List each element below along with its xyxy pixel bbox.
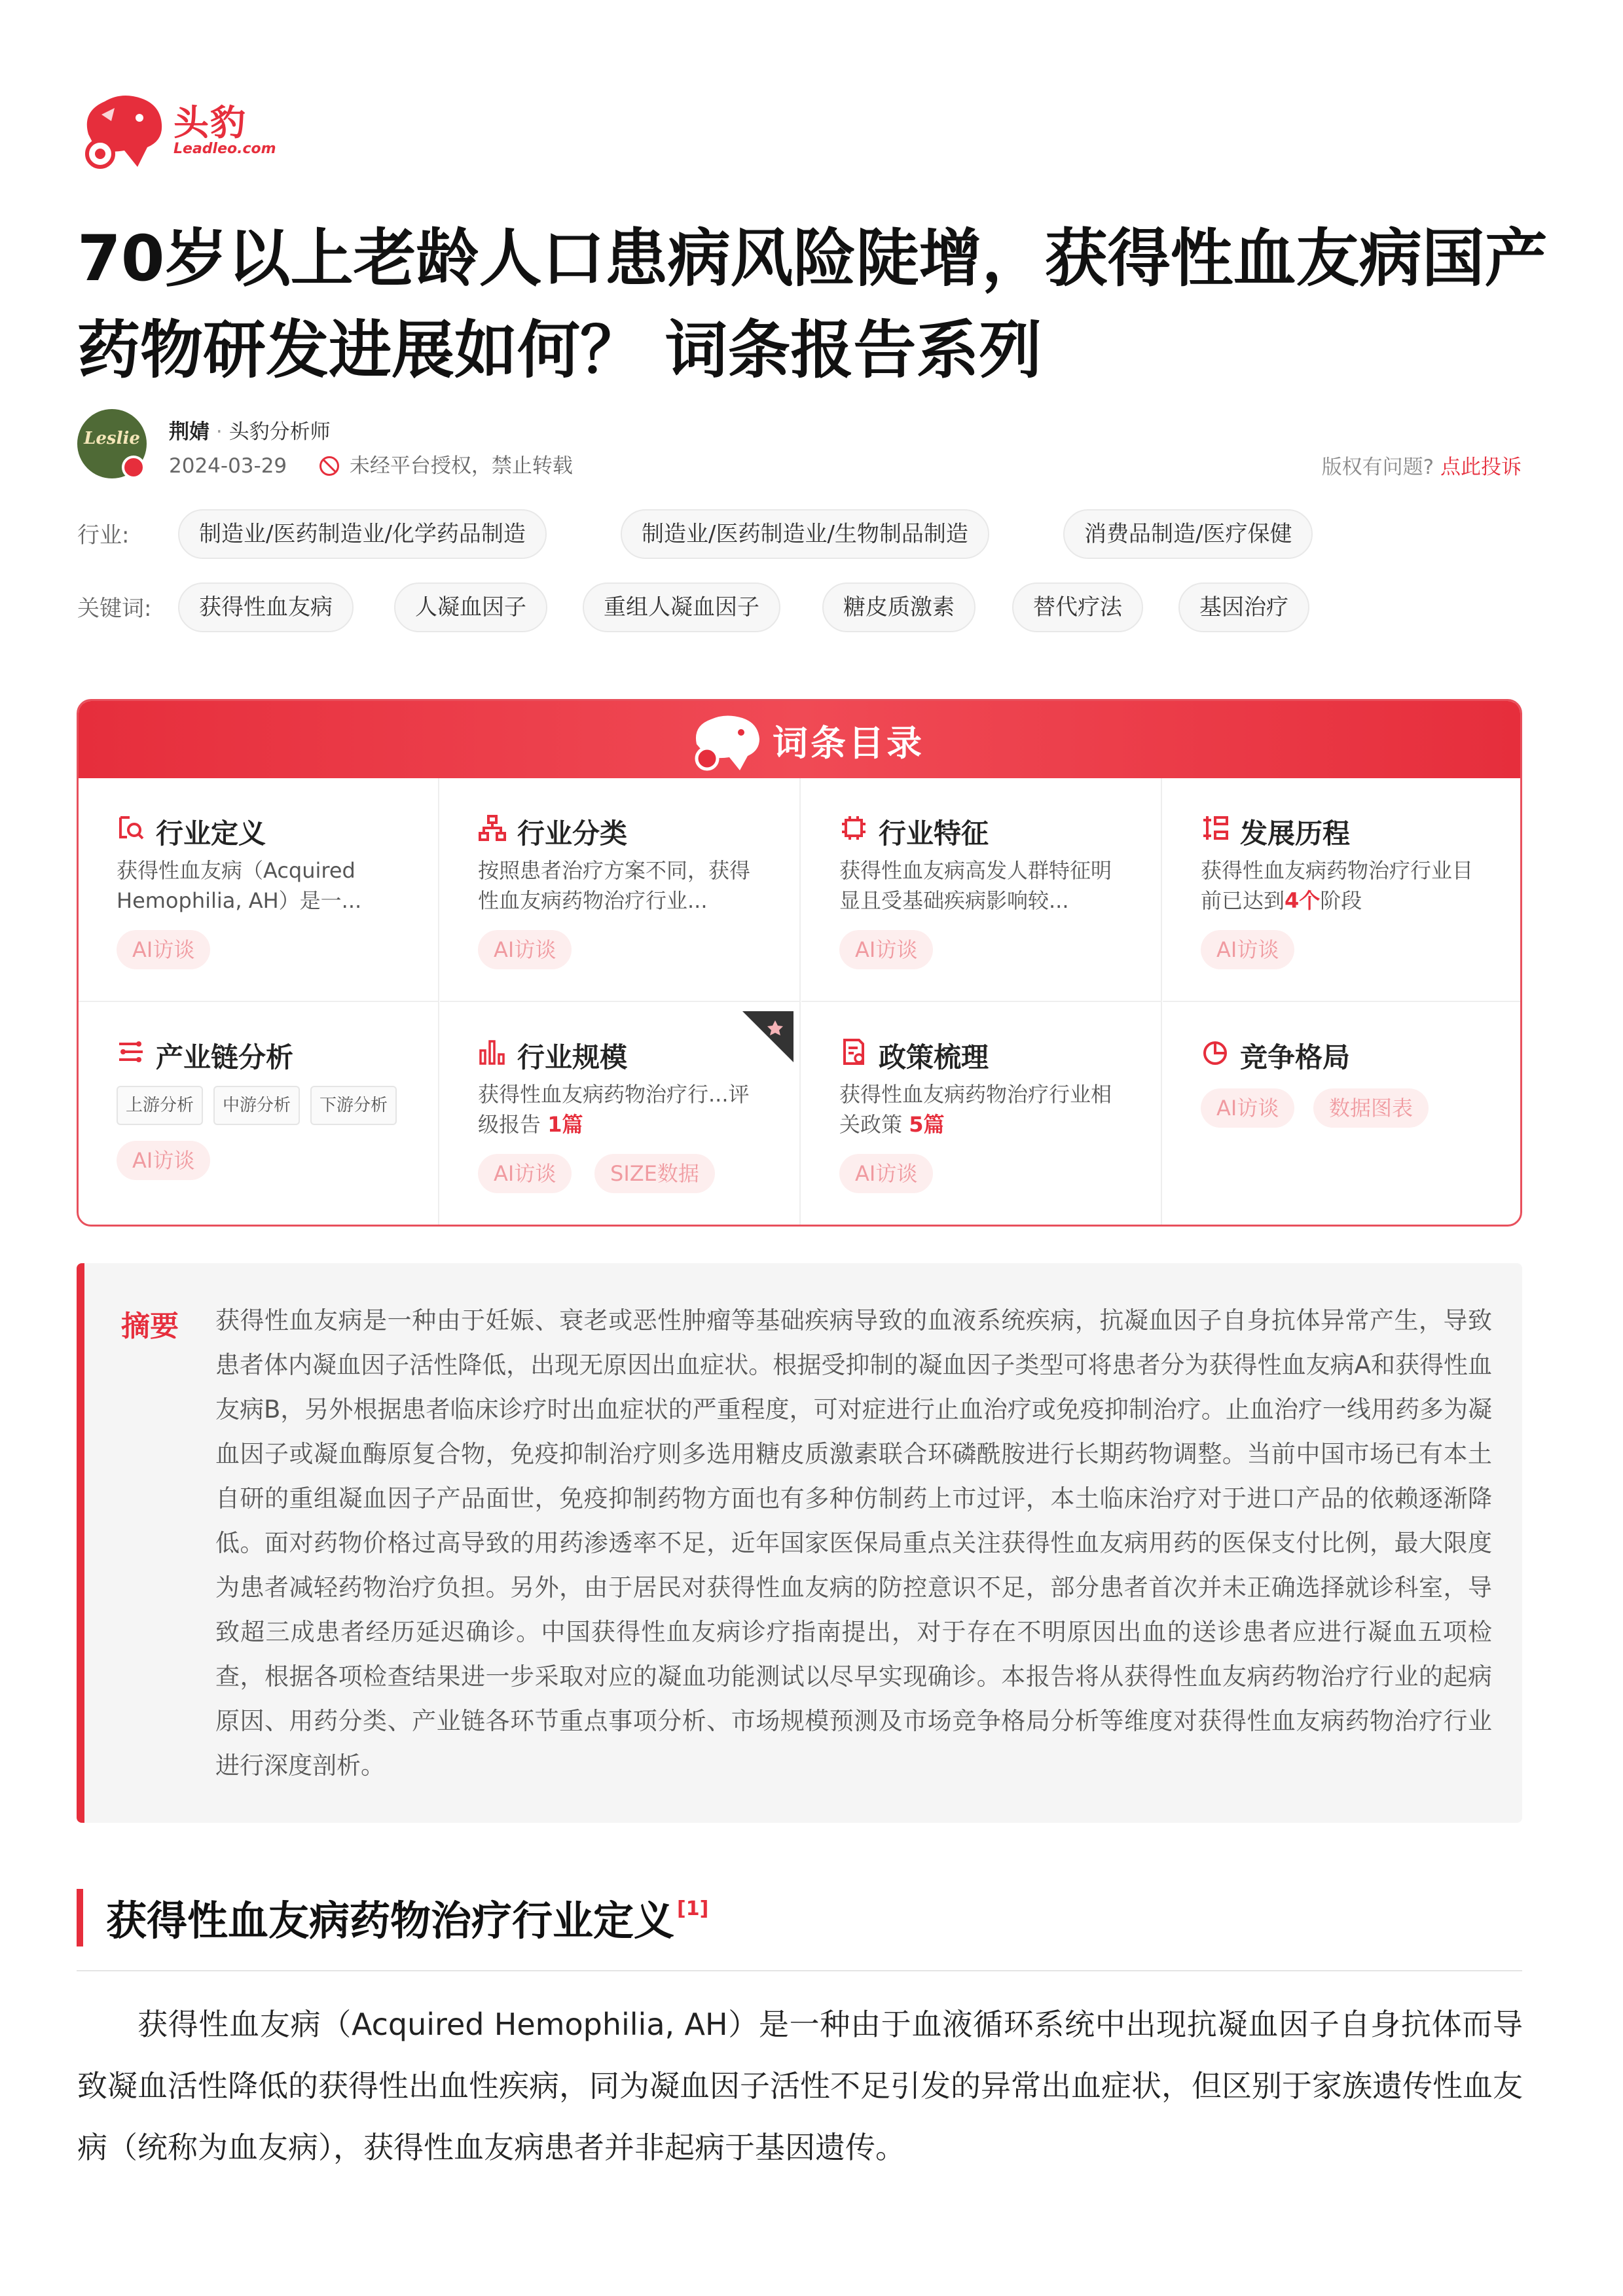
industry-tag[interactable]: 制造业/医药制造业/化学药品制造: [178, 509, 547, 559]
chip-icon: [839, 814, 868, 842]
author-role: 头豹分析师: [228, 420, 331, 444]
leopard-logo-icon: [75, 88, 167, 173]
toc-item-title: 政策梳理: [879, 1041, 989, 1073]
toc-item-title: 产业链分析: [156, 1041, 294, 1073]
desc-text: 获得性血友病药物治疗行...评级报告: [478, 1082, 750, 1137]
search-doc-icon: [117, 814, 145, 842]
toc-item-title: 发展历程: [1240, 817, 1351, 850]
brand-logo[interactable]: [75, 88, 276, 173]
ai-interview-chip[interactable]: AI访谈: [478, 1154, 572, 1193]
toc-item-chain[interactable]: [79, 1002, 439, 1226]
author-line: [169, 415, 331, 444]
date-line: [169, 449, 573, 478]
section-accent-bar: [77, 1889, 83, 1946]
section-body: 获得性血友病（Acquired Hemophilia, AH）是一种由于血液循环系统中出现抗凝血因子自身抗体而导致凝血活性降低的获得性出血性疾病，同为凝血因子活性不足引发的异常出血症状，但区别于家族遗传性血友病（统称为血友病），获得性血友病患者并非起病于基因遗传。: [77, 2007, 1523, 2165]
page-title: 70岁以上老龄人口患病风险陡增，获得性血友病国产药物研发进展如何？ 词条报告系列: [77, 222, 1548, 387]
toc-item-history[interactable]: [1163, 778, 1522, 1002]
keywords-label: 关键词:: [77, 596, 152, 622]
brand-name-cn: 头豹: [173, 102, 247, 143]
toc-item-desc: [839, 1079, 1127, 1139]
keyword-tag[interactable]: 获得性血友病: [178, 583, 354, 632]
industry-label: 行业:: [77, 522, 130, 548]
keyword-tag[interactable]: 重组人凝血因子: [583, 583, 780, 632]
ai-interview-chip[interactable]: AI访谈: [1201, 1088, 1294, 1128]
avatar-text: Leslie: [84, 429, 140, 448]
ai-interview-chip[interactable]: AI访谈: [839, 1154, 933, 1193]
section-title-text: 获得性血友病药物治疗行业定义: [106, 1897, 675, 1945]
toc-item-desc: 获得性血友病高发人群特征明显且受基础疾病影响较...: [839, 858, 1112, 913]
size-data-chip[interactable]: SIZE数据: [594, 1154, 715, 1193]
publish-date: 2024-03-29: [169, 454, 287, 478]
industry-tag[interactable]: 消费品制造/医疗保健: [1063, 509, 1313, 559]
copyright-report: [1322, 450, 1522, 480]
stage-count: 4个: [1285, 888, 1321, 913]
upstream-chip[interactable]: 上游分析: [117, 1086, 203, 1125]
toc-item-title: 行业定义: [156, 817, 266, 850]
pie-chart-icon: [1201, 1037, 1230, 1066]
policy-doc-icon: [839, 1037, 868, 1066]
ai-interview-chip[interactable]: AI访谈: [478, 930, 572, 969]
report-count: 1篇: [547, 1112, 583, 1137]
toc-item-desc: [478, 1079, 766, 1139]
ai-interview-chip[interactable]: AI访谈: [117, 930, 210, 969]
author-name[interactable]: 荆婧: [169, 420, 210, 444]
keyword-tag[interactable]: 基因治疗: [1178, 583, 1309, 632]
toc-item-title: 行业规模: [517, 1041, 628, 1073]
verified-badge-icon: [122, 456, 145, 479]
author-separator: ·: [215, 420, 223, 444]
keyword-tag[interactable]: 糖皮质激素: [822, 583, 976, 632]
toc-item-desc: [1201, 855, 1489, 916]
toc-item-policy[interactable]: [801, 1002, 1162, 1226]
toc-panel: [77, 699, 1522, 1227]
toc-title: 词条目录: [773, 723, 924, 764]
toc-item-title: 竞争格局: [1240, 1041, 1351, 1073]
summary-box: [77, 1263, 1522, 1823]
toc-item-definition[interactable]: [79, 778, 439, 1002]
toc-item-title: 行业特征: [879, 817, 989, 850]
summary-label: 摘要: [121, 1310, 179, 1343]
toc-item-features[interactable]: [801, 778, 1162, 1002]
keyword-tag[interactable]: 替代疗法: [1012, 583, 1143, 632]
toc-item-desc: 获得性血友病（Acquired Hemophilia, AH）是一...: [117, 858, 362, 913]
desc-text: 获得性血友病药物治疗行业相关政策: [839, 1082, 1112, 1137]
star-badge-icon: [742, 1011, 793, 1062]
report-link[interactable]: 点此投诉: [1440, 456, 1522, 479]
brand-name-en: Leadleo.com: [173, 141, 276, 157]
downstream-chip[interactable]: 下游分析: [310, 1086, 397, 1125]
hierarchy-icon: [478, 814, 507, 842]
ai-interview-chip[interactable]: AI访谈: [839, 930, 933, 969]
reference-link[interactable]: [1]: [677, 1897, 709, 1920]
chain-icon: [117, 1037, 145, 1066]
industry-tag[interactable]: 制造业/医药制造业/生物制品制造: [621, 509, 989, 559]
no-entry-icon: [319, 456, 339, 476]
toc-item-competition[interactable]: [1163, 1002, 1522, 1226]
desc-text: 获得性血友病药物治疗行业目前已达到: [1201, 858, 1474, 913]
section-title: [106, 1888, 708, 1946]
data-chart-chip[interactable]: 数据图表: [1313, 1088, 1429, 1128]
ai-interview-chip[interactable]: AI访谈: [117, 1141, 210, 1180]
copyright-question: 版权有问题?: [1321, 456, 1434, 479]
midstream-chip[interactable]: 中游分析: [213, 1086, 300, 1125]
desc-text: 阶段: [1320, 888, 1362, 913]
bar-chart-icon: [478, 1037, 507, 1066]
leopard-logo-icon: [687, 710, 765, 773]
keyword-tag[interactable]: 人凝血因子: [394, 583, 547, 632]
toc-header: [79, 701, 1520, 778]
timeline-icon: [1201, 814, 1230, 842]
summary-text: 获得性血友病是一种由于妊娠、衰老或恶性肿瘤等基础疾病导致的血液系统疾病，抗凝血因子自身抗体异常产生，导致患者体内凝血因子活性降低，出现无原因出血症状。根据受抑制的凝血因子类型可将患者分为获得性血友病A和获得性血友病B，另外根据患者临床诊疗时出血症状的严重程度，可对症进行止血治疗或免疫抑制治疗。止血治疗一线用药多为凝血因子或凝血酶原复合物，免疫抑制治疗则多选用糖皮质激素联合环磷酰胺进行长期药物调整。当前中国市场已有本土自研的重组凝血因子产品面世，免疫抑制药物方面也有多种仿制药上市过评，本土临床治疗对于进口产品的依赖逐渐降低。面对药物价格过高导致的用药渗透率不足，近年国家医保局重点关注获得性血友病用药的医保支付比例，最大限度为患者减轻药物治疗负担。另外，由于居民对获得性血友病的防控意识不足，部分患者首次并未正确选择就诊科室，导致超三成患者经历延迟确诊。中国获得性血友病诊疗指南提出，对于存在不明原因出血的送诊患者应进行凝血五项检查，根据各项检查结果进一步采取对应的凝血功能测试以尽早实现确诊。本报告将从获得性血友病药物治疗行业的起病原因、用药分类、产业链各环节重点事项分析、市场规模预测及市场竞争格局分析等维度对获得性血友病药物治疗行业进行深度剖析。: [215, 1306, 1492, 1780]
policy-count: 5篇: [909, 1112, 945, 1137]
ai-interview-chip[interactable]: AI访谈: [1201, 930, 1294, 969]
section-divider: [77, 1970, 1522, 1971]
toc-item-title: 行业分类: [517, 817, 628, 850]
toc-item-desc: 按照患者治疗方案不同，获得性血友病药物治疗行业...: [478, 858, 751, 913]
repost-notice: 未经平台授权，禁止转载: [349, 454, 573, 478]
toc-item-classification[interactable]: [440, 778, 801, 1002]
